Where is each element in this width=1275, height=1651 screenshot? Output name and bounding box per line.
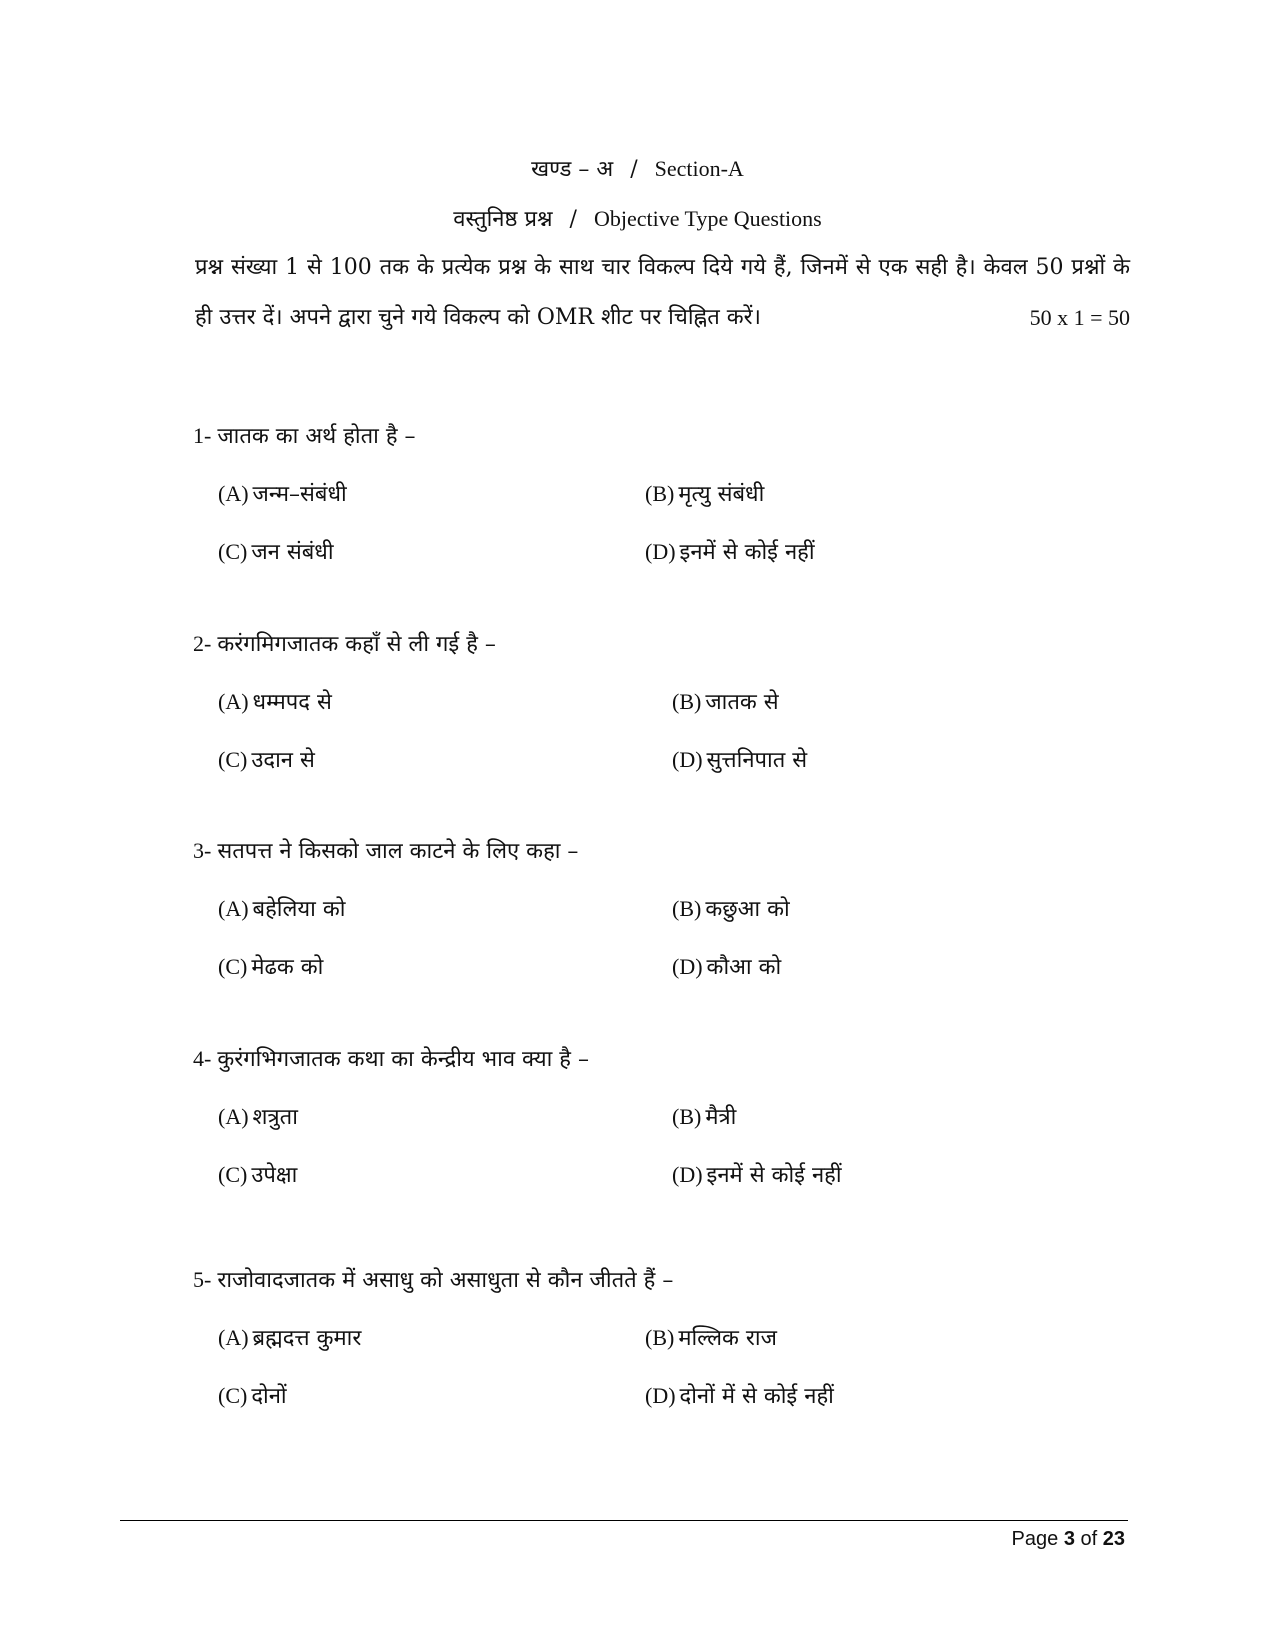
q3-option-a <box>218 893 345 923</box>
q4-option-b <box>672 1101 736 1131</box>
q1-option-b <box>645 478 764 508</box>
option-label: (C) <box>218 1383 248 1408</box>
q1-option-c <box>218 536 334 566</box>
option-text: धम्मपद से <box>252 690 332 715</box>
option-label: (D) <box>645 1383 676 1408</box>
question-text: राजोवादजातक में असाधु को असाधुता से कौन जीतते हैं – <box>217 1268 674 1293</box>
q2-option-b <box>672 686 779 716</box>
option-label: (D) <box>645 539 676 564</box>
question-type-english: Objective Type Questions <box>593 206 822 231</box>
q1-option-a <box>218 478 347 508</box>
option-text: जातक से <box>705 690 779 715</box>
section-title-hindi: खण्ड – अ <box>531 157 614 182</box>
option-label: (B) <box>645 1325 675 1350</box>
q4-option-a <box>218 1101 298 1131</box>
option-text: दोनों में से कोई नहीं <box>679 1384 834 1409</box>
option-text: मृत्यु संबंधी <box>678 482 765 507</box>
option-text: उदान से <box>251 748 315 773</box>
option-label: (B) <box>672 1104 702 1129</box>
q2-option-a <box>218 686 332 716</box>
question-text: कुरंगभिगजातक कथा का केन्द्रीय भाव क्या है – <box>217 1047 589 1072</box>
q1-option-d <box>645 536 815 566</box>
option-label: (C) <box>218 747 248 772</box>
option-label: (D) <box>672 954 703 979</box>
of-word: of <box>1080 1528 1098 1550</box>
option-text: दोनों <box>251 1384 287 1409</box>
option-text: सुत्तनिपात से <box>706 748 808 773</box>
question-2 <box>193 628 496 658</box>
question-number: 2- <box>193 631 212 656</box>
q4-option-c <box>218 1159 297 1189</box>
option-text: कछुआ को <box>705 897 790 922</box>
option-label: (B) <box>645 481 675 506</box>
question-number: 1- <box>193 423 212 448</box>
option-label: (B) <box>672 689 702 714</box>
option-text: उपेक्षा <box>251 1163 298 1188</box>
option-text: कौआ को <box>706 955 782 980</box>
question-1 <box>193 420 416 450</box>
option-label: (A) <box>218 481 249 506</box>
question-number: 4- <box>193 1046 212 1071</box>
option-label: (C) <box>218 1162 248 1187</box>
option-text: मल्लिक राज <box>678 1326 777 1351</box>
q3-option-b <box>672 893 790 923</box>
option-label: (D) <box>672 1162 703 1187</box>
question-3 <box>193 835 578 865</box>
q5-option-d <box>645 1380 834 1410</box>
q3-option-c <box>218 951 323 981</box>
q2-option-c <box>218 744 315 774</box>
q3-option-d <box>672 951 781 981</box>
section-title-english: Section-A <box>654 156 744 181</box>
question-text: जातक का अर्थ होता है – <box>217 424 416 449</box>
question-number: 3- <box>193 838 212 863</box>
option-text: ब्रह्मदत्त कुमार <box>252 1326 362 1351</box>
question-type-separator: / <box>569 207 577 232</box>
question-number: 5- <box>193 1267 212 1292</box>
section-title-separator: / <box>630 157 638 182</box>
total-pages: 23 <box>1102 1528 1125 1550</box>
current-page: 3 <box>1063 1528 1075 1550</box>
question-text: करंगमिगजातक कहाँ से ली गई है – <box>217 632 496 657</box>
question-type-hindi: वस्तुनिष्ठ प्रश्न <box>453 207 553 232</box>
option-label: (D) <box>672 747 703 772</box>
option-label: (A) <box>218 1104 249 1129</box>
instructions <box>195 243 1130 343</box>
q5-option-a <box>218 1322 361 1352</box>
q2-option-d <box>672 744 807 774</box>
option-text: जन संबंधी <box>251 540 334 565</box>
option-label: (A) <box>218 1325 249 1350</box>
page-word: Page <box>1011 1528 1059 1550</box>
option-text: इनमें से कोई नहीं <box>706 1163 842 1188</box>
question-5 <box>193 1264 673 1294</box>
option-text: इनमें से कोई नहीं <box>679 540 815 565</box>
marks-scheme: 50 x 1 = 50 <box>1029 305 1130 330</box>
option-text: मैत्री <box>705 1105 737 1130</box>
instructions-text: प्रश्न संख्या 1 से 100 तक के प्रत्येक प्रश्न के साथ चार विकल्प दिये गये हैं, जिनमें से एक सही है। केवल 50 प्रश्नों के ही उत्तर दें। अपने द्वारा चुने गये विकल्प को OMR शीट पर चिह्नित करें। <box>195 255 1130 330</box>
option-text: मेढक को <box>251 955 324 980</box>
q4-option-d <box>672 1159 842 1189</box>
option-label: (A) <box>218 689 249 714</box>
option-label: (C) <box>218 539 248 564</box>
page-number <box>1012 1528 1125 1551</box>
q5-option-c <box>218 1380 287 1410</box>
option-text: बहेलिया को <box>252 897 346 922</box>
q5-option-b <box>645 1322 777 1352</box>
footer-divider <box>120 1520 1128 1521</box>
option-label: (C) <box>218 954 248 979</box>
question-type-title <box>0 203 1275 233</box>
option-text: जन्म–संबंधी <box>252 482 347 507</box>
question-4 <box>193 1043 589 1073</box>
section-title <box>0 153 1275 183</box>
question-text: सतपत्त ने किसको जाल काटने के लिए कहा – <box>217 839 579 864</box>
option-text: शत्रुता <box>252 1105 298 1130</box>
option-label: (A) <box>218 896 249 921</box>
option-label: (B) <box>672 896 702 921</box>
